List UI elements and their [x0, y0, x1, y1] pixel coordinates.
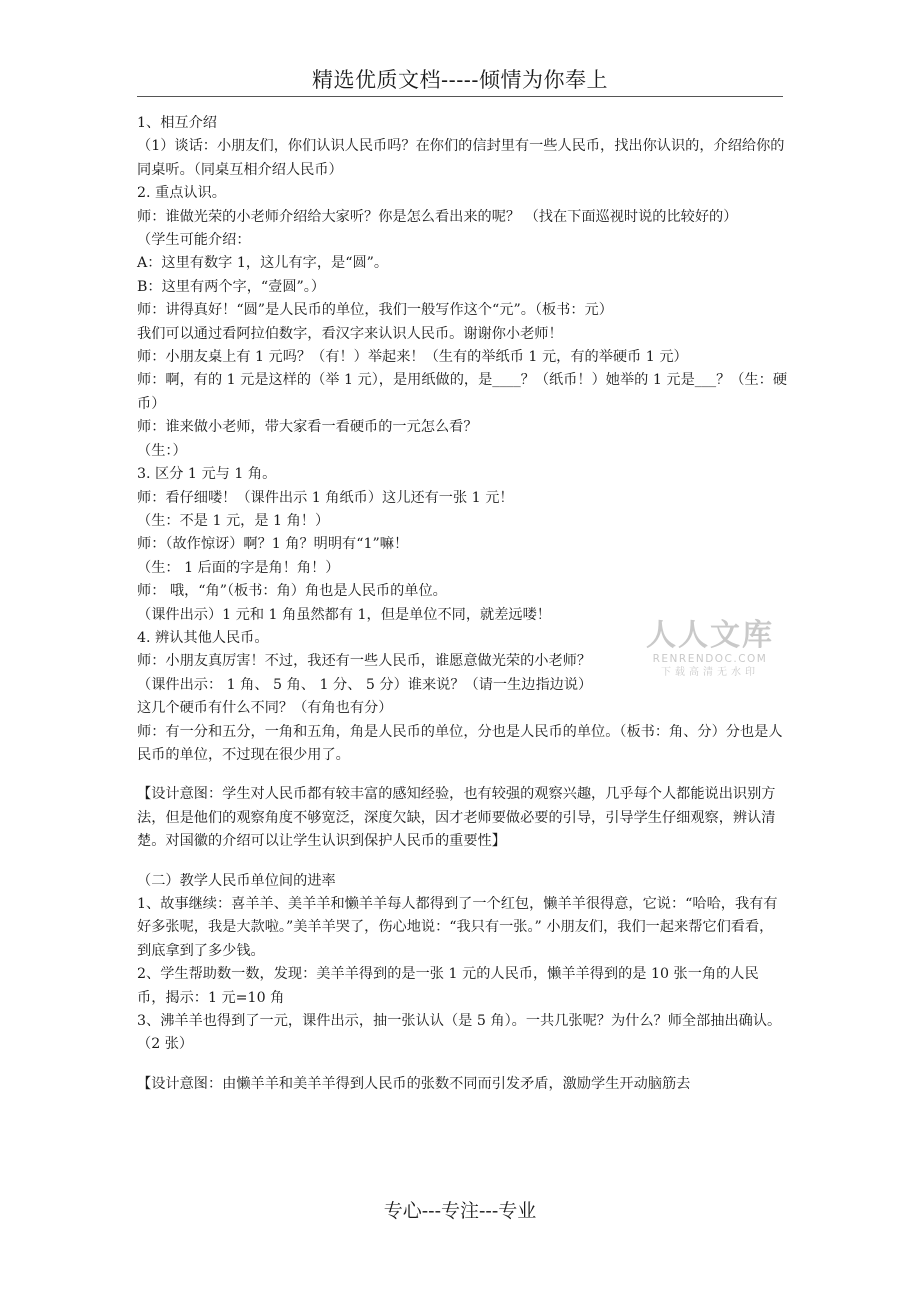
- page-footer: 专心---专注---专业: [383, 1200, 537, 1222]
- paragraph: 师：有一分和五分，一角和五角，角是人民币的单位，分也是人民币的单位。（板书：角、分）分也是人民币的单位，不过现在很少用了。: [137, 723, 783, 763]
- paragraph: 师：啊，有的 1 元是这样的（举 1 元），是用纸做的，是____？（纸币！）她举的 1 元是___？（生：硬币）: [137, 372, 788, 412]
- paragraph: 师：小朋友真厉害！不过，我还有一些人民币，谁愿意做光荣的小老师？: [137, 653, 592, 670]
- paragraph: 师：看仔细喽！（课件出示 1 角纸币）这儿还有一张 1 元！: [137, 489, 514, 506]
- paragraph: 【设计意图：由懒羊羊和美羊羊得到人民币的张数不同而引发矛盾，激励学生开动脑筋去: [137, 1075, 691, 1092]
- paragraph: 师： 哦，“角”（板书：角）角也是人民币的单位。: [137, 583, 447, 600]
- paragraph: （1）谈话：小朋友们，你们认识人民币吗？在你们的信封里有一些人民币，找出你认识的，介绍给你的同桌听。（同桌互相介绍人民币）: [137, 138, 785, 178]
- paragraph: 4. 辨认其他人民币。: [137, 629, 269, 646]
- paragraph: （生： 1 后面的字是角！角！）: [137, 559, 340, 576]
- paragraph: 1、故事继续：喜羊羊、美羊羊和懒羊羊每人都得到了一个红包，懒羊羊很得意，它说：“哈哈，我有有好多张呢，我是大款啦。”美羊羊哭了，伤心地说：“我只有一张。” 小朋友们，我们一起来帮它们看看，到底拿到了多少钱。: [137, 896, 778, 959]
- paragraph: 2、学生帮助数一数，发现：美羊羊得到的是一张 1 元的人民币，懒羊羊得到的是 10 张一角的人民币，揭示：1 元=10 角: [137, 966, 759, 1006]
- paragraph: 师：谁来做小老师，带大家看一看硬币的一元怎么看？: [137, 419, 478, 436]
- page-header: 精选优质文档-----倾情为你奉上: [312, 68, 608, 92]
- paragraph: （课件出示）1 元和 1 角虽然都有 1，但是单位不同，就差远喽！: [137, 606, 551, 623]
- paragraph: 【设计意图：学生对人民币都有较丰富的感知经验，也有较强的观察兴趣，几乎每个人都能说出识别方法，但是他们的观察角度不够宽泛，深度欠缺，因才老师要做必要的引导，引导学生仔细观察，辨认清楚。对国徽的介绍可以让学生认识到保护人民币的重要性】: [137, 786, 776, 850]
- paragraph: B：这里有两个字，“壹圆”。）: [137, 278, 326, 295]
- paragraph-gap: [137, 854, 787, 870]
- paragraph: （生：不是 1 元，是 1 角！）: [137, 512, 330, 529]
- paragraph: 师：讲得真好！“圆”是人民币的单位，我们一般写作这个“元”。（板书：元）: [137, 302, 613, 319]
- paragraph: 师：小朋友桌上有 1 元吗？（有！）举起来！（生有的举纸币 1 元，有的举硬币 1 元）: [137, 349, 688, 366]
- watermark-title: 人人文库: [646, 618, 774, 653]
- paragraph: （二）教学人民币单位间的进率: [137, 872, 336, 889]
- paragraph: （学生可能介绍：: [137, 232, 251, 249]
- paragraph: 师：谁做光荣的小老师介绍给大家听？你是怎么看出来的呢？ （找在下面巡视时说的比较好的）: [137, 208, 738, 225]
- paragraph: 师：（故作惊讶）啊？1 角？明明有“1”嘛！: [137, 536, 409, 553]
- paragraph: 这几个硬币有什么不同？（有角也有分）: [137, 700, 393, 717]
- watermark-subtitle: 下载高清无水印: [661, 667, 759, 678]
- watermark-url: RENRENDOC.COM: [652, 653, 768, 665]
- paragraph: 我们可以通过看阿拉伯数字，看汉字来认识人民币。谢谢你小老师！: [137, 325, 563, 342]
- header-divider: [137, 96, 783, 97]
- paragraph-gap: [137, 767, 787, 783]
- paragraph: 3. 区分 1 元与 1 角。: [137, 466, 277, 483]
- paragraph-gap: [137, 1057, 787, 1073]
- renrendoc-watermark: [640, 620, 780, 680]
- paragraph: 3、沸羊羊也得到了一元，课件出示，抽一张认认（是 5 角）。一共几张呢？为什么？师全部抽出确认。 （2 张）: [137, 1013, 782, 1053]
- document-body: [137, 112, 787, 1096]
- paragraph: （课件出示： 1 角、 5 角、 1 分、 5 分）谁来说？（请一生边指边说）: [137, 676, 593, 693]
- paragraph: 1、相互介绍: [137, 115, 217, 131]
- paragraph: 2. 重点认识。: [137, 185, 226, 202]
- paragraph: （生：）: [137, 442, 187, 459]
- paragraph: A：这里有数字 1，这儿有字，是“圆”。: [137, 255, 389, 272]
